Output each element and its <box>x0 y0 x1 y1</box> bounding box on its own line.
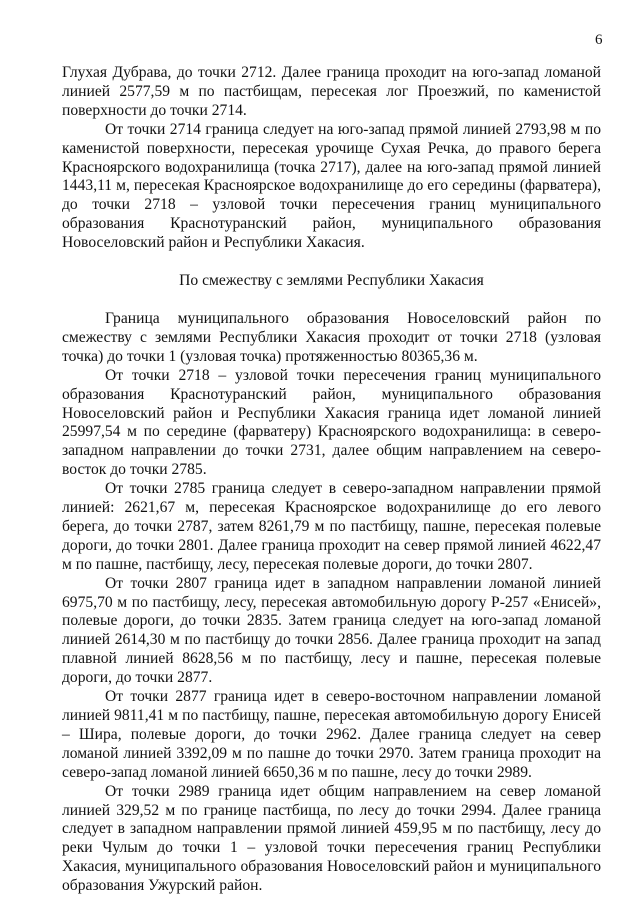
paragraph: От точки 2989 граница идет общим направлением на север ломаной линией 329,52 м по границе пастбища, по лесу до точки 2994. Далее граница следует в западном направлении прямой линией 459,95 м по пастбищу, лесу до реки Чулым до точки 1 – узловой точки пересечения границ Республики Хакасия, муниципального образования Новоселовский район и муниципального образования Ужурский район. <box>62 782 601 895</box>
document-body <box>62 64 601 896</box>
spacer <box>62 253 601 272</box>
paragraph: От точки 2718 – узловой точки пересечения границ муниципального образования Краснотуранский район, муниципального образования Новоселовский район и Республики Хакасия граница идет ломаной линией 25997,54 м по середине (фарватеру) Красноярского водохранилища: в северо-западном направлении до точки 2731, далее общим направлением на северо-восток до точки 2785. <box>62 366 601 479</box>
paragraph: От точки 2714 граница следует на юго-запад прямой линией 2793,98 м по каменистой поверхности, пересекая урочище Сухая Речка, до правого берега Красноярского водохранилища (точка 2717), далее на юго-запад прямой линией 1443,11 м, пересекая Красноярское водохранилище до его середины (фарватера), до точки 2718 – узловой точки пересечения границ муниципального образования Краснотуранский район, муниципального образования Новоселовский район и Республики Хакасия. <box>62 120 601 252</box>
paragraph: От точки 2807 граница идет в западном направлении ломаной линией 6975,70 м по пастбищу, лесу, пересекая автомобильную дорогу Р-257 «Енисей», полевые дороги, до точки 2835. Затем граница следует на юго-запад ломаной линией 2614,30 м по пастбищу до точки 2856. Далее граница проходит на запад плавной линией 8628,56 м по пастбищу, лесу и пашне, пересекая полевые дороги, до точки 2877. <box>62 574 601 687</box>
paragraph: Граница муниципального образования Новоселовский район по смежеству с землями Республики Хакасия проходит от точки 2718 (узловая точка) до точки 1 (узловая точка) протяженностью 80365,36 м. <box>62 309 601 365</box>
spacer <box>62 291 601 310</box>
paragraph-continued: Глухая Дубрава, до точки 2712. Далее граница проходит на юго-запад ломаной линией 2577,59 м по пастбищам, пересекая лог Проезжий, по каменистой поверхности до точки 2714. <box>62 64 601 119</box>
paragraph: От точки 2877 граница идет в северо-восточном направлении ломаной линией 9811,41 м по пастбищу, пашне, пересекая автомобильную дорогу Енисей – Шира, полевые дороги, до точки 2962. Далее граница следует на север ломаной линией 3392,09 м по пашне до точки 2970. Затем граница проходит на северо-запад ломаной линией 6650,36 м по пашне, лесу до точки 2989. <box>62 688 601 781</box>
paragraph: От точки 2785 граница следует в северо-западном направлении прямой линией: 2621,67 м, пересекая Красноярское водохранилище до его левого берега, до точки 2787, затем 8261,79 м по пастбищу, пашне, пересекая полевые дороги, до точки 2801. Далее граница проходит на север прямой линией 4622,47 м по пашне, пастбищу, лесу, пересекая полевые дороги, до точки 2807. <box>62 480 601 573</box>
page-number: 6 <box>595 32 603 48</box>
section-heading: По смежеству с землями Республики Хакасия <box>179 272 484 290</box>
